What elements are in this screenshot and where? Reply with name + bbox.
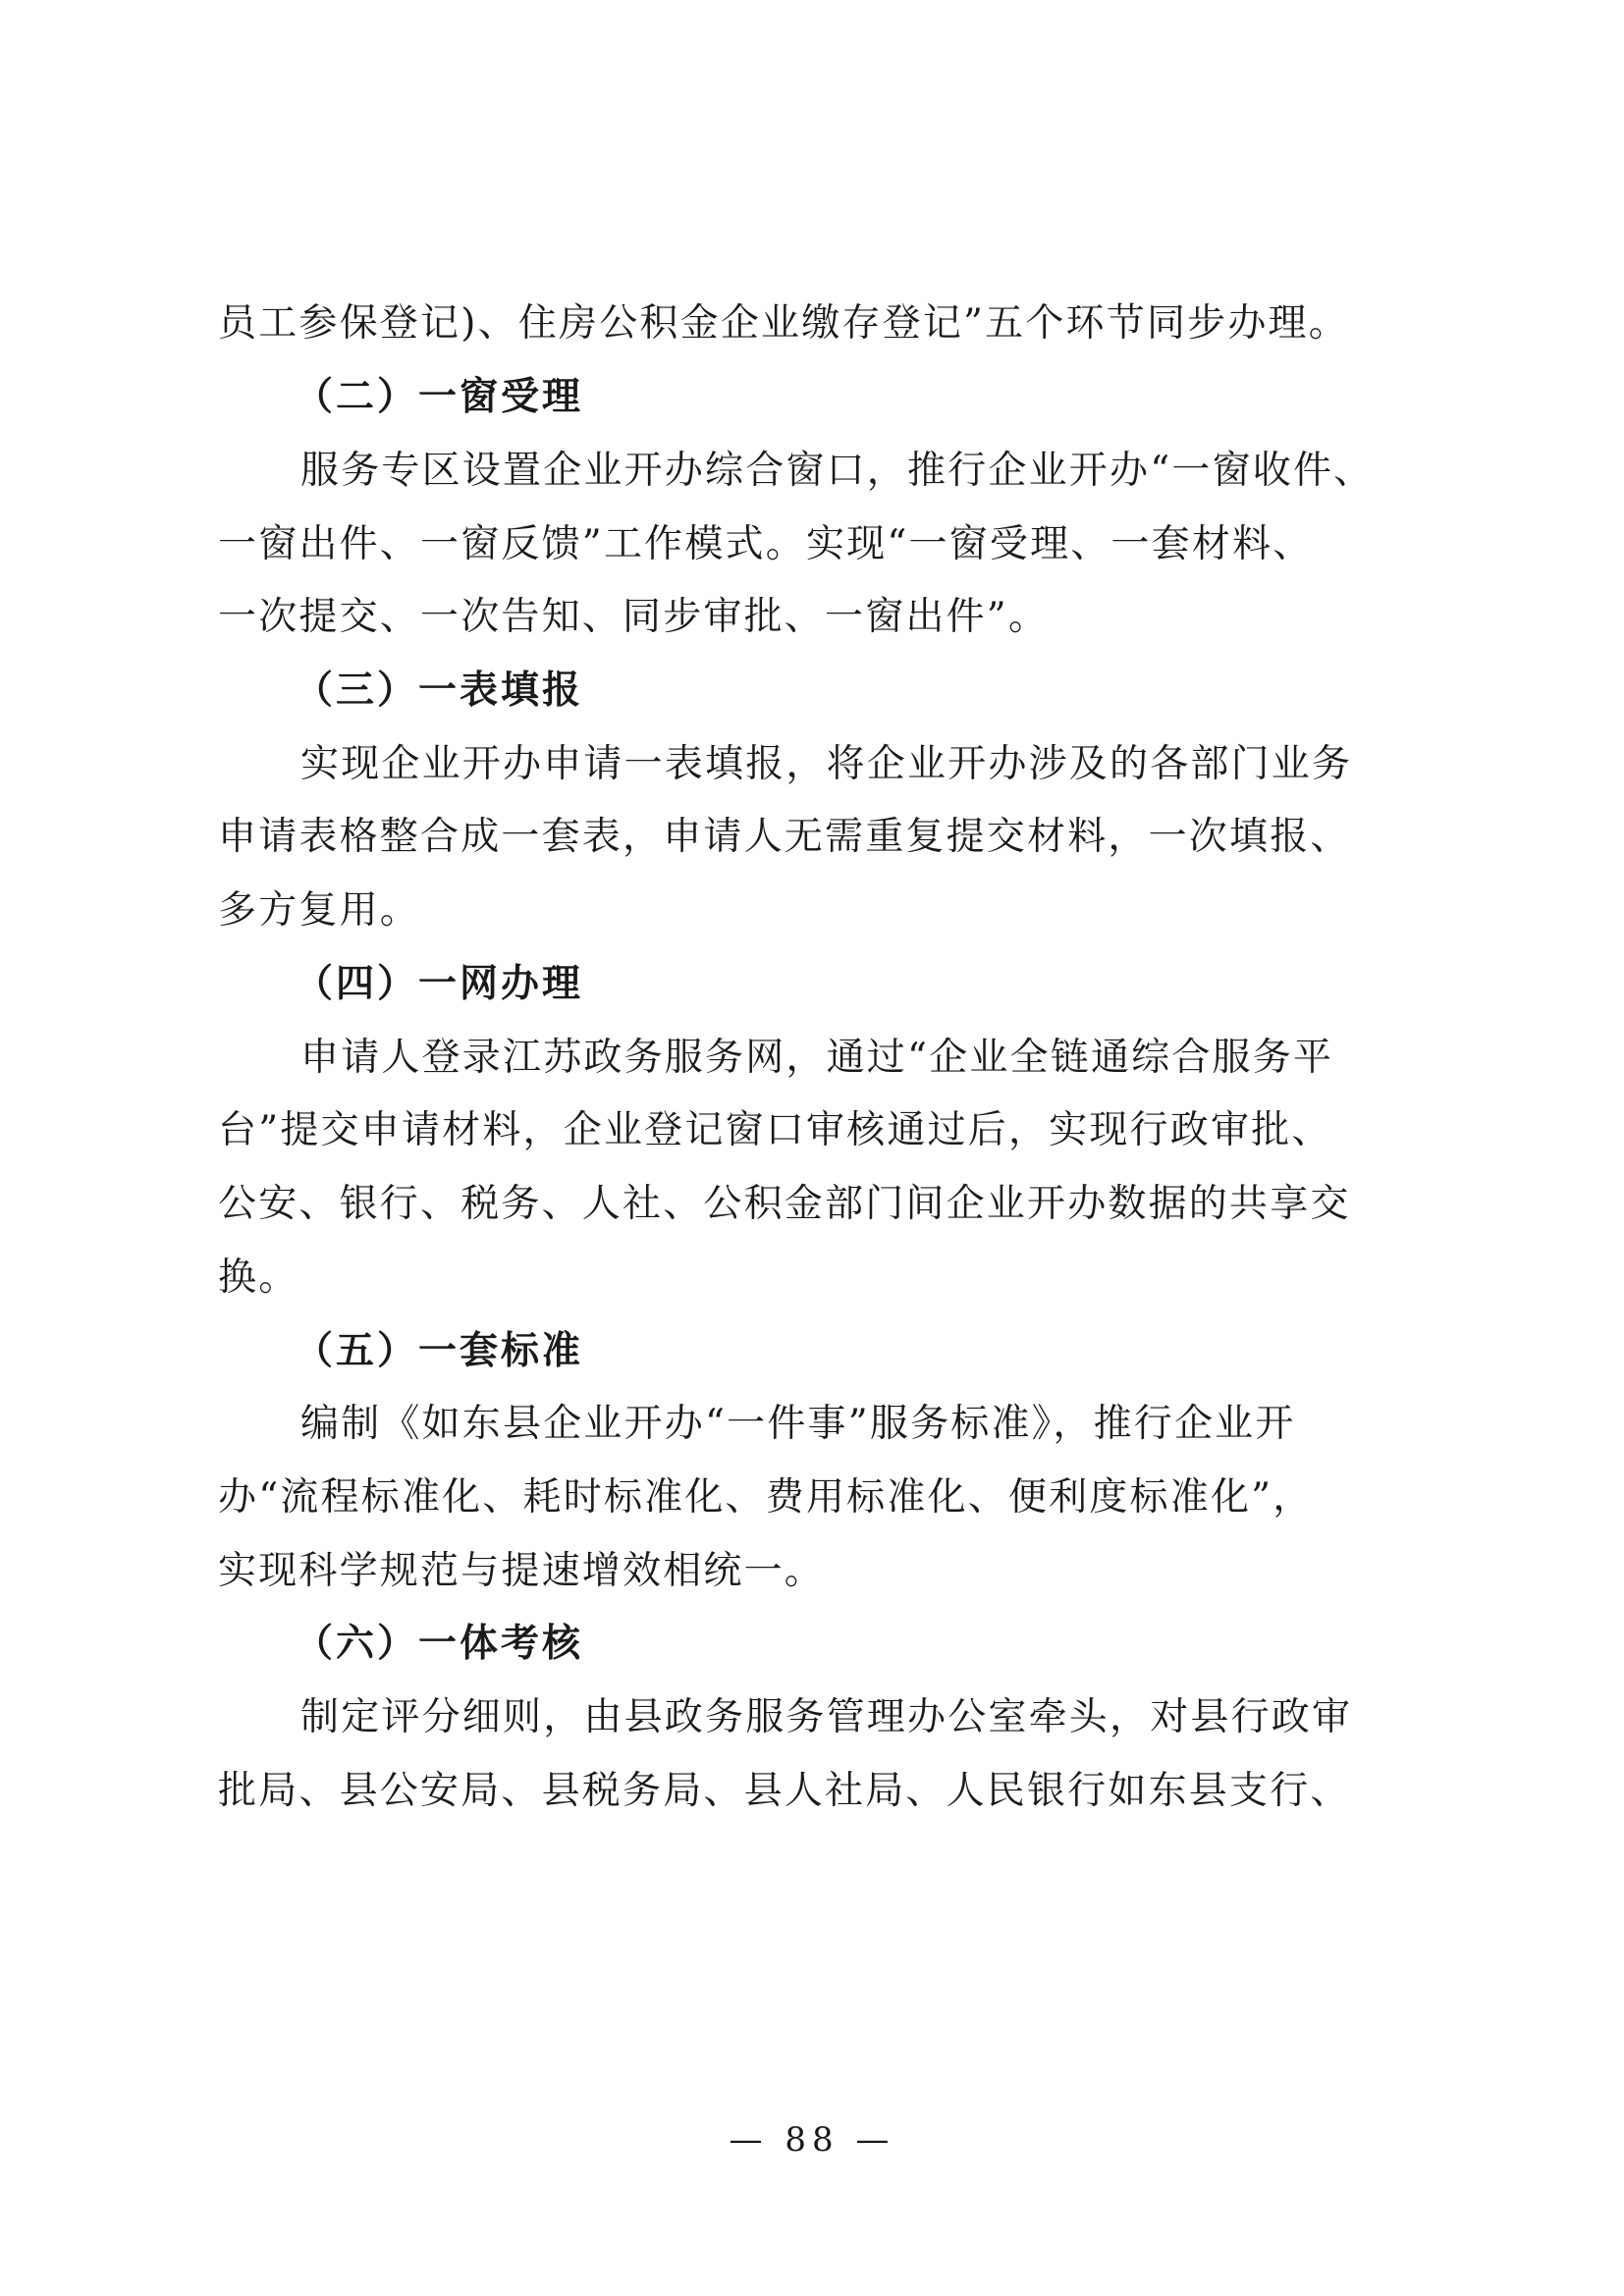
- body-line: 换。: [218, 1255, 299, 1300]
- body-line: 一窗出件、一窗反馈”工作模式。实现“一窗受理、一套材料、: [218, 522, 1314, 566]
- paragraph-first-line: 服务专区设置企业开办综合窗口，推行企业开办“一窗收件、: [300, 449, 1375, 493]
- section-heading-6: （六）一体考核: [295, 1622, 584, 1666]
- body-line: 实现科学规范与提速增效相统一。: [218, 1549, 826, 1593]
- paragraph-first-line: 实现企业开办申请一表填报，将企业开办涉及的各部门业务: [300, 742, 1353, 786]
- section-heading-5: （五）一套标准: [295, 1329, 584, 1373]
- body-line: 一次提交、一次告知、同步审批、一窗出件”。: [218, 595, 1050, 639]
- paragraph-first-line: 编制《如东县企业开办“一件事”服务标准》，推行企业开: [300, 1402, 1296, 1446]
- section-heading-3: （三）一表填报: [295, 668, 584, 713]
- body-line: 申请表格整合成一套表，申请人无需重复提交材料，一次填报、: [218, 815, 1351, 859]
- page-number: — 88 —: [729, 2120, 895, 2160]
- paragraph-first-line: 申请人登录江苏政务服务网，通过“企业全链通综合服务平: [300, 1036, 1334, 1080]
- body-line: 台”提交申请材料，企业登记窗口审核通过后，实现行政审批、: [218, 1108, 1332, 1152]
- paragraph-first-line: 制定评分细则，由县政务服务管理办公室牵头，对县行政审: [300, 1695, 1353, 1739]
- body-line: 多方复用。: [218, 888, 421, 933]
- body-line: 员工参保登记)、住房公积金企业缴存登记”五个环节同步办理。: [218, 301, 1349, 346]
- section-heading-4: （四）一网办理: [295, 962, 584, 1006]
- body-line: 批局、县公安局、县税务局、县人社局、人民银行如东县支行、: [218, 1769, 1351, 1813]
- body-line: 办“流程标准化、耗时标准化、费用标准化、便利度标准化”，: [218, 1475, 1314, 1520]
- body-line: 公安、银行、税务、人社、公积金部门间企业开办数据的共享交: [218, 1182, 1351, 1226]
- section-heading-2: （二）一窗受理: [295, 375, 584, 419]
